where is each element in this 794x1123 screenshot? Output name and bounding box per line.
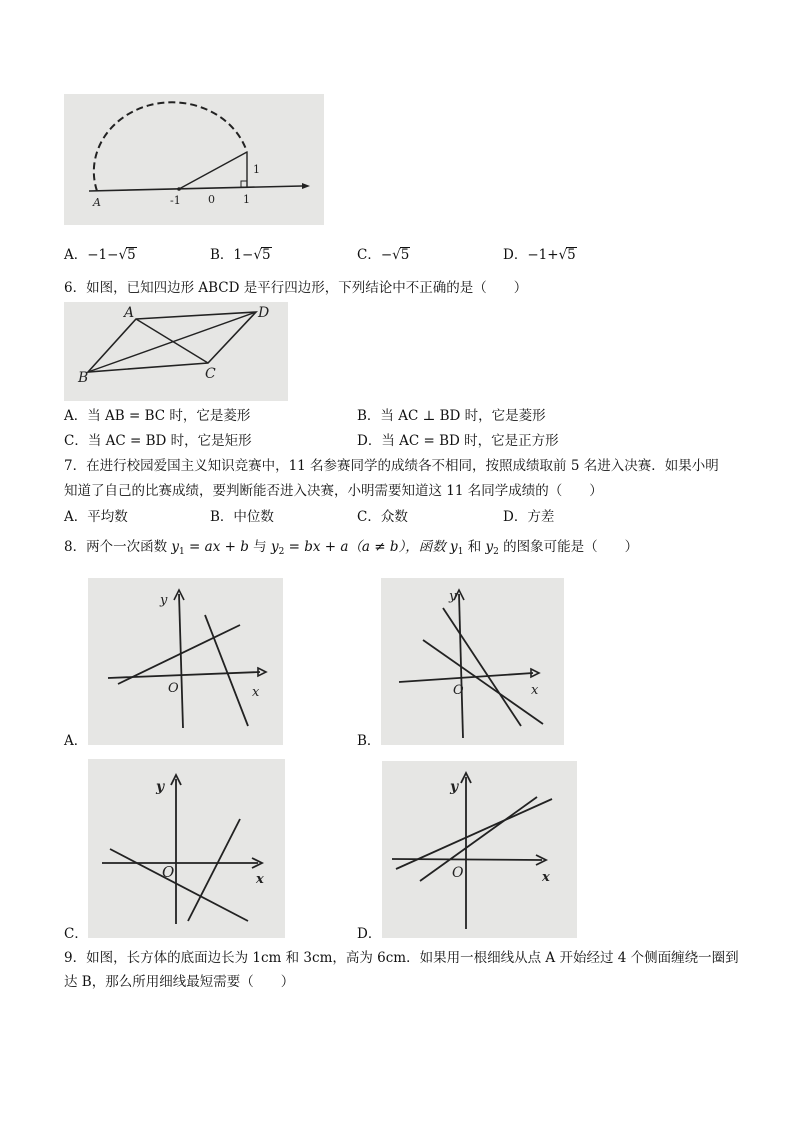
q7-option-c: C．众数 [357,509,408,525]
label-d: D [258,305,270,321]
q7-option-a: A．平均数 [64,509,128,525]
graph-b [381,578,564,745]
q8-option-b: B． [357,733,381,749]
number-line [89,186,302,191]
q8-option-a: A． [64,733,88,749]
svg-text:O: O [453,683,464,698]
graph-c [88,759,285,938]
label-one: 1 [243,193,250,206]
number-line-figure [64,94,324,225]
label-neg1: -1 [170,194,181,207]
svg-text:y: y [449,589,457,604]
q7-stem-line2: 知道了自己的比赛成绩，要判断能否进入决赛，小明需要知道这 11 名同学成绩的（ ） [64,483,603,499]
svg-text:O: O [168,681,179,696]
dashed-arc [94,102,247,191]
graph-d [382,761,577,938]
svg-text:x: x [542,870,550,885]
svg-text:O: O [452,865,464,881]
svg-text:y: y [156,779,165,795]
svg-text:x: x [531,683,539,698]
label-zero: 0 [208,193,215,206]
q8-option-d: D． [357,926,382,942]
label-c: C [205,366,216,382]
svg-text:x: x [256,872,264,887]
q8-stem: 8．两个一次函数 $y_1$ = ax + b 与 $y_2$ = bx + a（a ≠ b），函数 $y_1$ 和 $y_2$ 的图象可能是（ ） [64,539,639,557]
label-height: 1 [253,163,260,176]
svg-text:O: O [162,863,175,881]
q7-option-d: D．方差 [503,509,555,525]
graph-a [88,578,283,745]
q6-option-a: A．当 AB = BC 时，它是菱形 [64,408,251,424]
svg-text:x: x [252,685,260,700]
label-a: A [124,305,135,321]
svg-text:y: y [450,779,459,795]
q6-option-d: D．当 AC = BD 时，它是正方形 [357,433,559,449]
q9-stem-line1: 9．如图，长方体的底面边长为 1cm 和 3cm，高为 6cm．如果用一根细线从点 A 开始经过 4 个侧面缠绕一圈到 [64,950,739,966]
q5-option-d: D．−1+√5 [503,247,576,263]
q5-option-a: A．−1−√5 [64,247,136,263]
q5-option-c: C．−√5 [357,247,410,263]
q6-option-c: C．当 AC = BD 时，它是矩形 [64,433,252,449]
parallelogram-figure [64,302,288,401]
q6-option-b: B．当 AC ⊥ BD 时，它是菱形 [357,408,546,424]
q9-stem-line2: 达 B，那么所用细线最短需要（ ） [64,974,295,990]
q7-stem-line1: 7．在进行校园爱国主义知识竞赛中，11 名参赛同学的成绩各不相同，按照成绩取前 5 名进入决赛．如果小明 [64,458,719,474]
label-b: B [78,370,89,386]
q6-stem: 6．如图，已知四边形 ABCD 是平行四边形，下列结论中不正确的是（ ） [64,280,528,296]
q5-option-b: B．1−√5 [210,247,271,263]
q7-option-b: B．中位数 [210,509,274,525]
q8-option-c: C． [64,926,88,942]
label-a: A [93,196,101,209]
svg-text:y: y [160,593,168,608]
